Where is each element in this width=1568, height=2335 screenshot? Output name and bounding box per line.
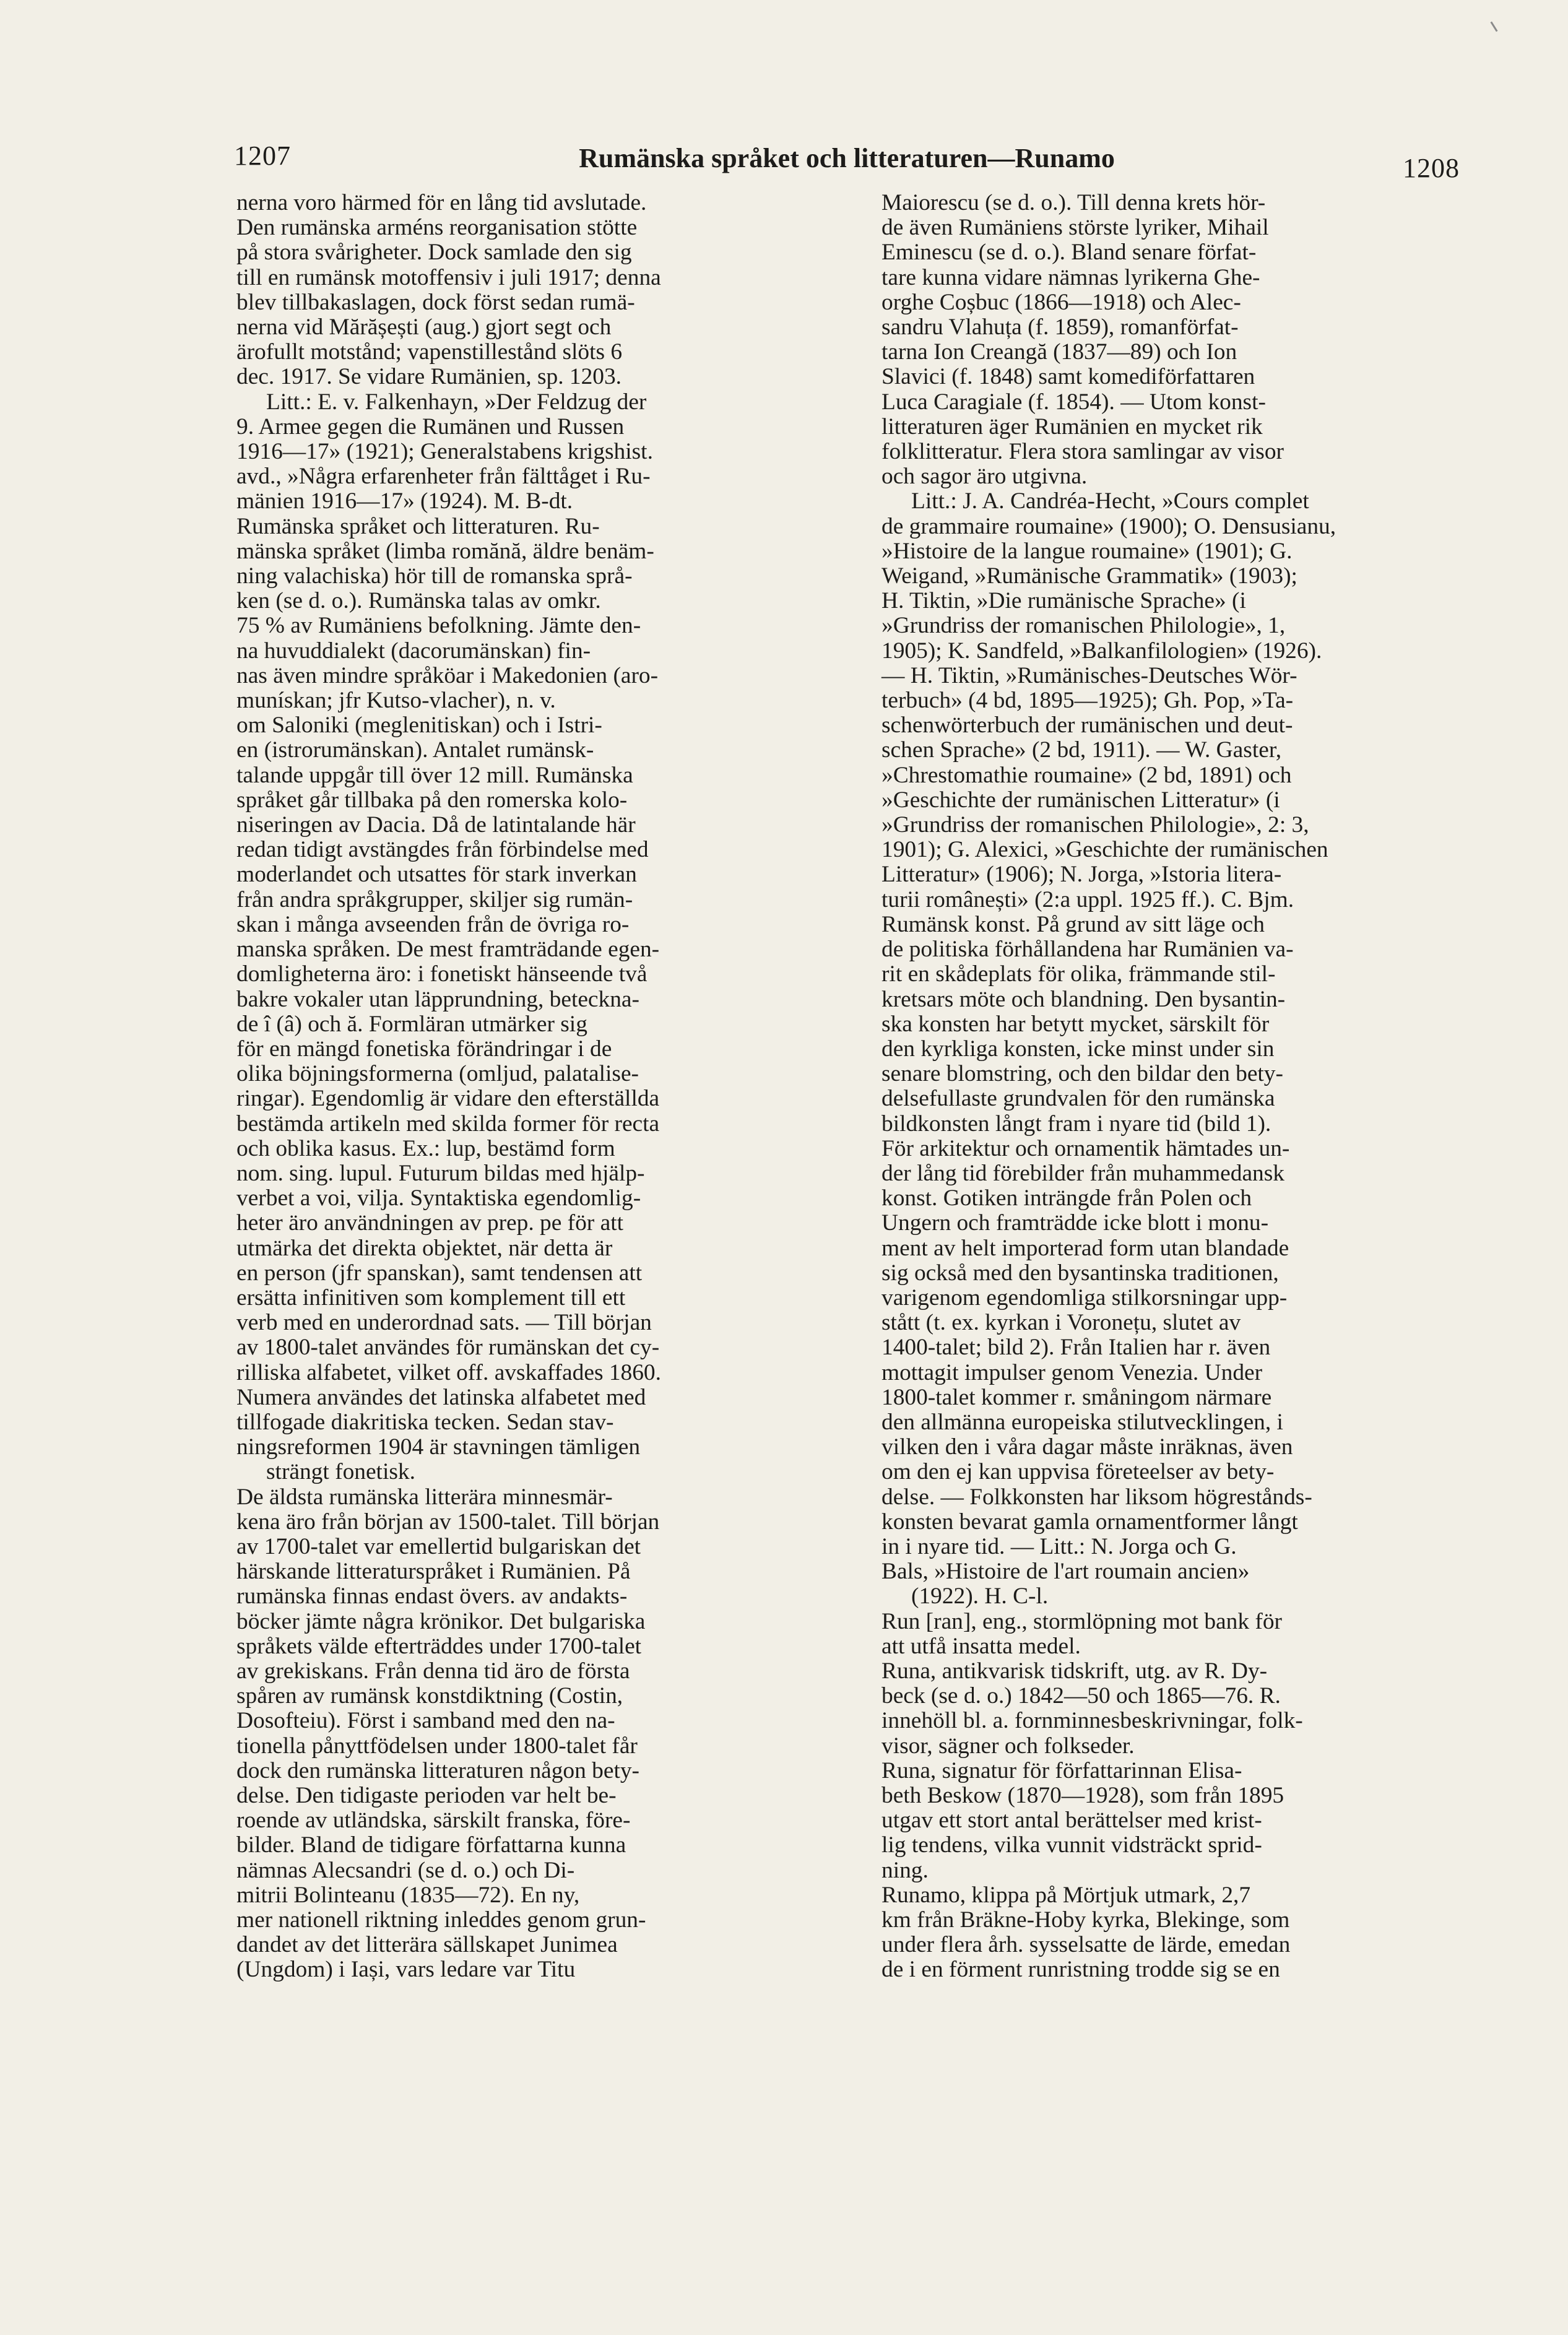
text-line: olika böjningsformerna (omljud, palatalise- [236, 1061, 639, 1087]
text-line: av 1700-talet var emellertid bulgariskan det [236, 1533, 641, 1559]
text-line: — H. Tiktin, »Rumänisches-Deutsches Wör- [881, 662, 1297, 688]
text-line: 1901); G. Alexici, »Geschichte der rumänischen [881, 837, 1328, 863]
text-line: rit en skådeplats för olika, främmande stil- [881, 961, 1276, 987]
text-line: Maiorescu (se d. o.). Till denna krets hör- [881, 190, 1266, 215]
text-line: manska språken. De mest framträdande egen- [236, 937, 660, 963]
text-line: Luca Caragiale (f. 1854). — Utom konst- [881, 389, 1266, 415]
text-line: 9. Armee gegen die Rumänen und Russen [236, 414, 625, 440]
text-line: dandet av det litterära sällskapet Junimea [236, 1932, 618, 1958]
text-line: visor, sägner och folkseder. [881, 1733, 1135, 1759]
text-line: ningsreformen 1904 är stavningen tämligen [236, 1434, 641, 1460]
text-line: delse. Den tidigaste perioden var helt be- [236, 1783, 617, 1808]
text-line: beck (se d. o.) 1842—50 och 1865—76. R. [881, 1683, 1281, 1709]
text-line: de även Rumäniens störste lyriker, Mihail [881, 215, 1269, 241]
text-line: km från Bräkne-Hoby kyrka, Blekinge, som [881, 1907, 1290, 1933]
text-line: och oblika kasus. Ex.: lup, bestämd form [236, 1135, 615, 1161]
text-line: turii românești» (2:a uppl. 1925 ff.). C. Bjm. [881, 886, 1294, 912]
text-line: en person (jfr spanskan), samt tendensen att [236, 1260, 643, 1286]
text-line: verbet a voi, vilja. Syntaktiska egendomlig- [236, 1185, 641, 1211]
text-line: av 1800-talet användes för rumänskan det cy- [236, 1335, 660, 1361]
text-line: dec. 1917. Se vidare Rumänien, sp. 1203. [236, 364, 622, 390]
text-line: »Chrestomathie roumaine» (2 bd, 1891) och [881, 762, 1292, 788]
text-line: till en rumänsk motoffensiv i juli 1917; denna [236, 264, 661, 290]
text-line: konsten bevarat gamla ornamentformer långt [881, 1509, 1298, 1535]
text-line: beth Beskow (1870—1928), som från 1895 [881, 1783, 1284, 1808]
text-line: För arkitektur och ornamentik hämtades un- [881, 1135, 1290, 1161]
text-line: på stora svårigheter. Dock samlade den sig [236, 240, 632, 266]
text-line: redan tidigt avstängdes från förbindelse med [236, 837, 649, 863]
text-line: konst. Gotiken inträngde från Polen och [881, 1185, 1252, 1211]
text-line: nas även mindre språköar i Makedonien (aro- [236, 662, 659, 688]
text-line: ersätta infinitiven som komplement till ett [236, 1284, 626, 1310]
text-line: de i en förment runristning trodde sig se en [881, 1957, 1280, 1983]
text-line: utgav ett stort antal berättelser med krist- [881, 1808, 1262, 1834]
text-line: folklitteratur. Flera stora samlingar av visor [881, 439, 1284, 465]
text-line: mänien 1916—17» (1924). M. B-dt. [236, 488, 573, 514]
text-line: delsefullaste grundvalen för den rumänska [881, 1086, 1275, 1112]
text-line: de î (â) och ă. Formläran utmärker sig [236, 1011, 587, 1037]
text-line: ringar). Egendomlig är vidare den efterställda [236, 1086, 660, 1112]
text-line: 1916—17» (1921); Generalstabens krigshist. [236, 439, 653, 465]
text-line: om Saloniki (meglenitiskan) och i Istri- [236, 713, 602, 739]
text-line: Bals, »Histoire de l'art roumain ancien» [881, 1559, 1250, 1585]
text-line: De äldsta rumänska litterära minnesmär- [236, 1484, 613, 1510]
text-line: språkets välde efterträddes under 1700-talet [236, 1633, 642, 1659]
running-title: Rumänska språket och litteraturen—Runamo [579, 143, 1115, 173]
text-line: mottagit impulser genom Venezia. Under [881, 1359, 1263, 1385]
text-line: ärofullt motstånd; vapenstillestånd slöts 6 [236, 339, 623, 365]
text-line: Weigand, »Rumänische Grammatik» (1903); [881, 563, 1297, 589]
text-line: bakre vokaler utan läpprundning, beteckna- [236, 986, 639, 1012]
text-line: Run [ran], eng., stormlöpning mot bank för [881, 1608, 1282, 1634]
text-line: Runa, antikvarisk tidskrift, utg. av R. Dy- [881, 1658, 1268, 1684]
text-line: nom. sing. lupul. Futurum bildas med hjälp- [236, 1160, 645, 1186]
text-line: 1800-talet kommer r. småningom närmare [881, 1384, 1272, 1410]
text-line: heter äro användningen av prep. pe för att [236, 1210, 623, 1236]
text-line: Numera användes det latinska alfabetet med [236, 1384, 646, 1410]
text-line: att utfå insatta medel. [881, 1633, 1081, 1659]
text-line: domligheterna äro: i fonetiskt hänseende två [236, 961, 648, 987]
text-line: nerna voro härmed för en lång tid avslutade. [236, 190, 647, 215]
text-line: talande uppgår till över 12 mill. Rumänska [236, 762, 633, 788]
text-line: schen Sprache» (2 bd, 1911). — W. Gaster, [881, 737, 1282, 763]
text-line: lig tendens, vilka vunnit vidsträckt sprid- [881, 1832, 1262, 1858]
page-header [234, 140, 1460, 196]
text-line: in i nyare tid. — Litt.: N. Jorga och G. [881, 1533, 1237, 1559]
text-line: böcker jämte några krönikor. Det bulgariska [236, 1608, 646, 1634]
text-line: litteraturen äger Rumänien en mycket rik [881, 414, 1263, 440]
text-line: för en mängd fonetiska förändringar i de [236, 1036, 612, 1062]
text-line: moderlandet och utsattes för stark inverkan [236, 862, 637, 888]
text-line: sig också med den bysantinska traditionen, [881, 1260, 1279, 1286]
text-line: bilder. Bland de tidigare författarna kunna [236, 1832, 626, 1858]
text-line: bestämda artikeln med skilda former för recta [236, 1111, 660, 1137]
text-line: sandru Vlahuța (f. 1859), romanförfat- [881, 314, 1239, 340]
text-line: rilliska alfabetet, vilket off. avskaffades 1860. [236, 1359, 661, 1385]
text-line: H. Tiktin, »Die rumänische Sprache» (i [881, 588, 1246, 614]
text-line: ment av helt importerad form utan blandade [881, 1235, 1289, 1261]
text-line: niseringen av Dacia. Då de latintalande här [236, 812, 636, 838]
left-column [236, 191, 815, 1983]
text-line: kretsars möte och blandning. Den bysantin- [881, 986, 1286, 1012]
text-line: delse. — Folkkonsten har liksom högrestånds- [881, 1484, 1312, 1510]
text-line: senare blomstring, och den bildar den bety- [881, 1061, 1283, 1087]
text-line: Eminescu (se d. o.). Bland senare förfat- [881, 240, 1257, 266]
text-line: innehöll bl. a. fornminnesbeskrivningar, folk- [881, 1708, 1303, 1734]
text-line: mitrii Bolinteanu (1835—72). En ny, [236, 1882, 580, 1908]
text-line: utmärka det direkta objektet, när detta är [236, 1235, 613, 1261]
right-column [881, 191, 1460, 1983]
text-line: Litt.: J. A. Candréa-Hecht, »Cours complet [911, 488, 1309, 514]
text-line: avd., »Några erfarenheter från fälttåget i Ru- [236, 464, 651, 490]
text-line: Runamo, klippa på Mörtjuk utmark, 2,7 [881, 1882, 1251, 1908]
text-line: Den rumänska arméns reorganisation stötte [236, 215, 638, 241]
text-line: 1400-talet; bild 2). Från Italien har r. även [881, 1335, 1271, 1361]
text-line: Dosofteiu). Först i samband med den na- [236, 1708, 615, 1734]
text-line: nerna vid Mărășești (aug.) gjort segt och [236, 314, 612, 340]
text-line: Rumänska språket och litteraturen. Ru- [236, 513, 600, 539]
text-line: den allmänna europeiska stilutvecklingen, i [881, 1409, 1283, 1435]
text-line: »Grundriss der romanischen Philologie», 2: 3, [881, 812, 1309, 838]
text-line: Litteratur» (1906); N. Jorga, »Istoria litera- [881, 862, 1282, 888]
text-line: och sagor äro utgivna. [881, 464, 1088, 490]
text-line: Litt.: E. v. Falkenhayn, »Der Feldzug der [266, 389, 647, 415]
text-line: varigenom egendomliga stilkorsningar upp- [881, 1284, 1288, 1310]
text-line: »Geschichte der rumänischen Litteratur» (i [881, 787, 1280, 813]
text-line: stått (t. ex. kyrkan i Voronețu, slutet av [881, 1310, 1241, 1336]
text-line: tare kunna vidare nämnas lyrikerna Ghe- [881, 264, 1260, 290]
text-line: schenwörterbuch der rumänischen und deut- [881, 713, 1293, 739]
text-line: strängt fonetisk. [266, 1459, 415, 1485]
text-line: tionella pånyttfödelsen under 1800-talet får [236, 1733, 638, 1759]
text-line: Rumänsk konst. På grund av sitt läge och [881, 911, 1265, 937]
text-line: kena äro från början av 1500-talet. Till början [236, 1509, 660, 1535]
text-line: ken (se d. o.). Rumänska talas av omkr. [236, 588, 601, 614]
text-line: ska konsten har betytt mycket, särskilt för [881, 1011, 1270, 1037]
text-line: verb med en underordnad sats. — Till början [236, 1310, 652, 1336]
text-line: den kyrkliga konsten, icke minst under sin [881, 1036, 1275, 1062]
text-line: skan i många avseenden från de övriga ro- [236, 911, 630, 937]
text-line: orghe Coșbuc (1866—1918) och Alec- [881, 289, 1241, 315]
text-line: bildkonsten långt fram i nyare tid (bild 1). [881, 1111, 1271, 1137]
page-number-left: 1207 [234, 141, 291, 171]
text-line: Slavici (f. 1848) samt komediförfattaren [881, 364, 1255, 390]
text-line: (Ungdom) i Iași, vars ledare var Titu [236, 1957, 576, 1983]
text-line: terbuch» (4 bd, 1895—1925); Gh. Pop, »Ta- [881, 688, 1294, 714]
text-line: 1905); K. Sandfeld, »Balkanfilologien» (1926). [881, 638, 1322, 664]
text-line: (1922). H. C-l. [911, 1583, 1049, 1609]
text-line: blev tillbakaslagen, dock först sedan rumä- [236, 289, 635, 315]
text-line: från andra språkgrupper, skiljer sig rumän- [236, 886, 633, 912]
text-line: Ungern och framträdde icke blott i monu- [881, 1210, 1269, 1236]
text-line: de politiska förhållandena har Rumänien va- [881, 937, 1294, 963]
text-line: dock den rumänska litteraturen någon bety- [236, 1757, 639, 1783]
text-line: »Histoire de la langue roumaine» (1901); G. [881, 538, 1293, 564]
text-line: mänska språket (limba romănă, äldre benäm- [236, 538, 654, 564]
text-line: de grammaire roumaine» (1900); O. Densusianu, [881, 513, 1336, 539]
text-line: härskande litteraturspråket i Rumänien. På [236, 1559, 631, 1585]
text-line: tillfogade diakritiska tecken. Sedan stav- [236, 1409, 614, 1435]
page-number-right: 1208 [1403, 153, 1460, 183]
text-line: 75 % av Rumäniens befolkning. Jämte den- [236, 613, 641, 639]
text-line: om den ej kan uppvisa företeelser av bety- [881, 1459, 1275, 1485]
text-line: der lång tid förebilder från muhammedansk [881, 1160, 1284, 1186]
text-line: språket går tillbaka på den romerska kolo- [236, 787, 628, 813]
text-line: nämnas Alecsandri (se d. o.) och Di- [236, 1857, 575, 1883]
text-line: rumänska finnas endast övers. av andakts- [236, 1583, 628, 1609]
text-line: en (istrorumänskan). Antalet rumänsk- [236, 737, 594, 763]
text-line: av grekiskans. Från denna tid äro de första [236, 1658, 630, 1684]
text-line: vilken den i våra dagar måste inräknas, även [881, 1434, 1293, 1460]
text-line: na huvuddialekt (dacorumänskan) fin- [236, 638, 591, 664]
text-line: spåren av rumänsk konstdiktning (Costin, [236, 1683, 623, 1709]
text-line: ning valachiska) hör till de romanska språ- [236, 563, 633, 589]
text-line: ning. [881, 1857, 929, 1883]
text-line: tarna Ion Creangă (1837—89) och Ion [881, 339, 1237, 365]
text-line: »Grundriss der romanischen Philologie», 1, [881, 613, 1286, 639]
text-line: mer nationell riktning inleddes genom grun- [236, 1907, 646, 1933]
text-line: munískan; jfr Kutso-vlacher), n. v. [236, 688, 556, 714]
text-line: Runa, signatur för författarinnan Elisa- [881, 1757, 1242, 1783]
corner-mark [1490, 22, 1497, 32]
text-line: under flera årh. sysselsatte de lärde, emedan [881, 1932, 1291, 1958]
text-line: roende av utländska, särskilt franska, före- [236, 1808, 631, 1834]
